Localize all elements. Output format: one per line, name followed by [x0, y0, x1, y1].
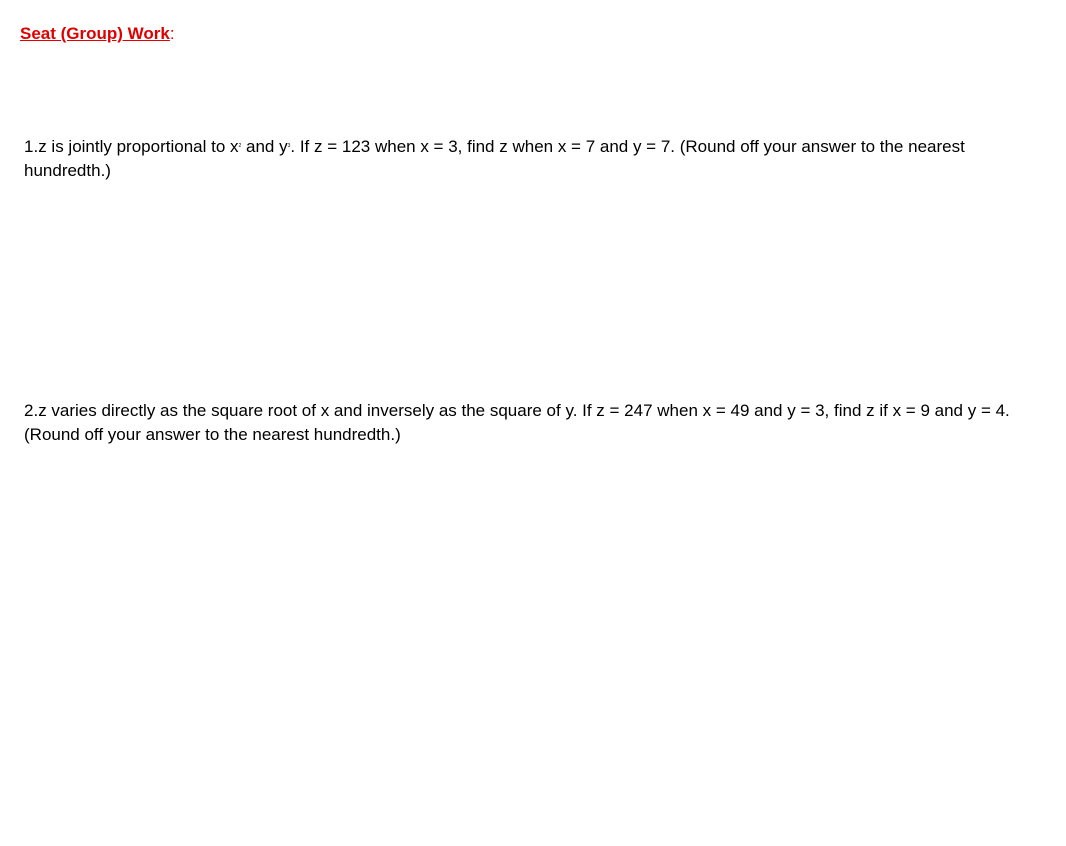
problem-1-exponent-x: 2	[238, 143, 242, 149]
problem-1-exponent-y: 3	[287, 143, 291, 149]
problem-2-number: 2.	[24, 401, 39, 420]
problem-1-number: 1.	[24, 137, 39, 156]
problem-1-text-middle: and y	[241, 137, 288, 156]
problem-2-text: z varies directly as the square root of x and inversely as the square of y. If z = 247 when x = 49 and y = 3, find z if x = 9 and y = 4. (Round off your answer to the nearest hundredth.)	[24, 401, 1010, 444]
problem-2	[24, 399, 1054, 447]
problem-1	[24, 135, 1054, 183]
problem-1-text-end: . If z = 123 when x = 3, find z when x = 7 and y = 7. (Round off your answer to the nearest hundredth.)	[24, 137, 965, 180]
heading-colon: :	[169, 24, 175, 43]
page-title: Seat (Group) Work	[20, 24, 170, 43]
page-heading	[20, 24, 175, 44]
problem-1-text-start: z is jointly proportional to x	[38, 137, 239, 156]
